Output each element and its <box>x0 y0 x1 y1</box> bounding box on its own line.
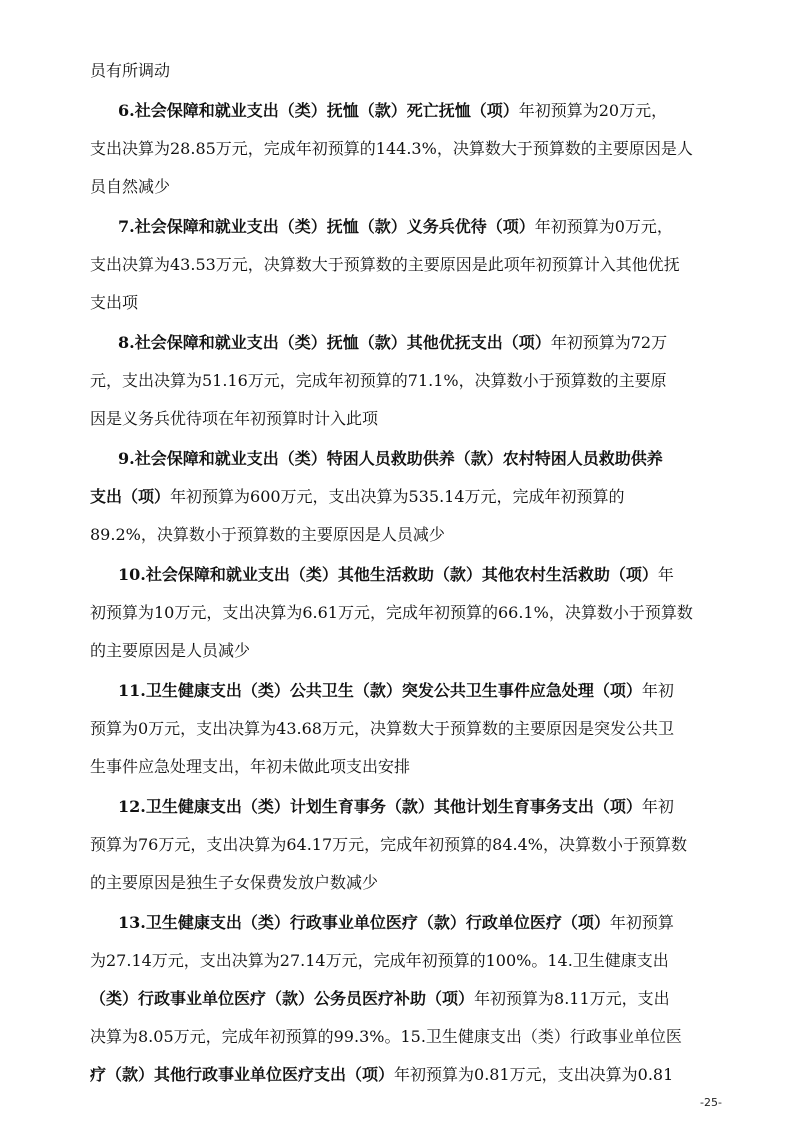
line-text: 员有所调动 <box>90 61 171 80</box>
text-line <box>90 92 702 130</box>
line-bold-text: 8.社会保障和就业支出（类）抚恤（款）其他优抚支出（项） <box>118 333 551 352</box>
line-text: 年初 <box>641 797 674 816</box>
text-line <box>90 362 702 400</box>
text-line <box>90 400 702 438</box>
document-body <box>90 52 702 1094</box>
line-text: 年 <box>657 565 674 584</box>
text-line <box>90 478 702 516</box>
text-line <box>90 942 702 980</box>
line-text: 初预算为10万元，支出决算为6.61万元，完成年初预算的66.1%，决算数小于预算数 <box>90 603 693 622</box>
line-text: 为27.14万元，支出决算为27.14万元，完成年初预算的100%。14.卫生健康支出 <box>90 951 669 970</box>
text-line <box>90 516 702 554</box>
text-line <box>90 1056 702 1094</box>
text-line <box>90 904 702 942</box>
line-text: 的主要原因是人员减少 <box>90 641 251 660</box>
text-line <box>90 246 702 284</box>
text-line <box>90 324 702 362</box>
line-bold-text: 9.社会保障和就业支出（类）特困人员救助供养（款）农村特困人员救助供养 <box>118 449 663 468</box>
text-line <box>90 556 702 594</box>
line-bold-text: 支出（项） <box>90 487 171 506</box>
line-bold-text: 7.社会保障和就业支出（类）抚恤（款）义务兵优待（项） <box>118 217 535 236</box>
line-bold-text: 10.社会保障和就业支出（类）其他生活救助（款）其他农村生活救助（项） <box>118 565 658 584</box>
text-line <box>90 284 702 322</box>
line-bold-text: 6.社会保障和就业支出（类）抚恤（款）死亡抚恤（项） <box>118 101 519 120</box>
line-text: 年初预算为0万元， <box>534 217 673 236</box>
line-text: 年初 <box>641 681 674 700</box>
line-bold-text: 疗（款）其他行政事业单位医疗支出（项） <box>90 1065 395 1084</box>
line-text: 支出项 <box>90 293 139 312</box>
line-bold-text: 11.卫生健康支出（类）公共卫生（款）突发公共卫生事件应急处理（项） <box>118 681 642 700</box>
line-text: 支出决算为43.53万元，决算数大于预算数的主要原因是此项年初预算计入其他优抚 <box>90 255 680 274</box>
line-text: 生事件应急处理支出，年初未做此项支出安排 <box>90 757 411 776</box>
line-text: 因是义务兵优待项在年初预算时计入此项 <box>90 409 379 428</box>
text-line <box>90 748 702 786</box>
line-bold-text: 13.卫生健康支出（类）行政事业单位医疗（款）行政单位医疗（项） <box>118 913 610 932</box>
line-text: 年初预算 <box>609 913 674 932</box>
line-text: 年初预算为0.81万元，支出决算为0.81 <box>394 1065 674 1084</box>
line-text: 预算为76万元，支出决算为64.17万元，完成年初预算的84.4%，决算数小于预算数 <box>90 835 687 854</box>
line-text: 的主要原因是独生子女保费发放户数减少 <box>90 873 379 892</box>
text-line <box>90 672 702 710</box>
text-line <box>90 788 702 826</box>
page-number: -25- <box>700 1096 722 1109</box>
text-line <box>90 632 702 670</box>
line-bold-text: 12.卫生健康支出（类）计划生育事务（款）其他计划生育事务支出（项） <box>118 797 642 816</box>
line-text: 支出决算为28.85万元，完成年初预算的144.3%，决算数大于预算数的主要原因是人 <box>90 139 693 158</box>
text-line <box>90 710 702 748</box>
line-text: 年初预算为8.11万元，支出 <box>474 989 670 1008</box>
line-text: 89.2%，决算数小于预算数的主要原因是人员减少 <box>90 525 445 544</box>
text-line <box>90 130 702 168</box>
text-line <box>90 168 702 206</box>
text-line <box>90 980 702 1018</box>
line-bold-text: （类）行政事业单位医疗（款）公务员医疗补助（项） <box>90 989 475 1008</box>
text-line <box>90 52 702 90</box>
text-line <box>90 1018 702 1056</box>
line-text: 年初预算为72万 <box>550 333 668 352</box>
line-text: 年初预算为600万元，支出决算为535.14万元，完成年初预算的 <box>170 487 625 506</box>
text-line <box>90 208 702 246</box>
line-text: 年初预算为20万元， <box>518 101 668 120</box>
line-text: 元，支出决算为51.16万元，完成年初预算的71.1%，决算数小于预算数的主要原 <box>90 371 667 390</box>
text-line <box>90 826 702 864</box>
text-line <box>90 440 702 478</box>
line-text: 决算为8.05万元，完成年初预算的99.3%。15.卫生健康支出（类）行政事业单位医 <box>90 1027 682 1046</box>
line-text: 员自然减少 <box>90 177 171 196</box>
text-line <box>90 864 702 902</box>
line-text: 预算为0万元，支出决算为43.68万元，决算数大于预算数的主要原因是突发公共卫 <box>90 719 674 738</box>
text-line <box>90 594 702 632</box>
